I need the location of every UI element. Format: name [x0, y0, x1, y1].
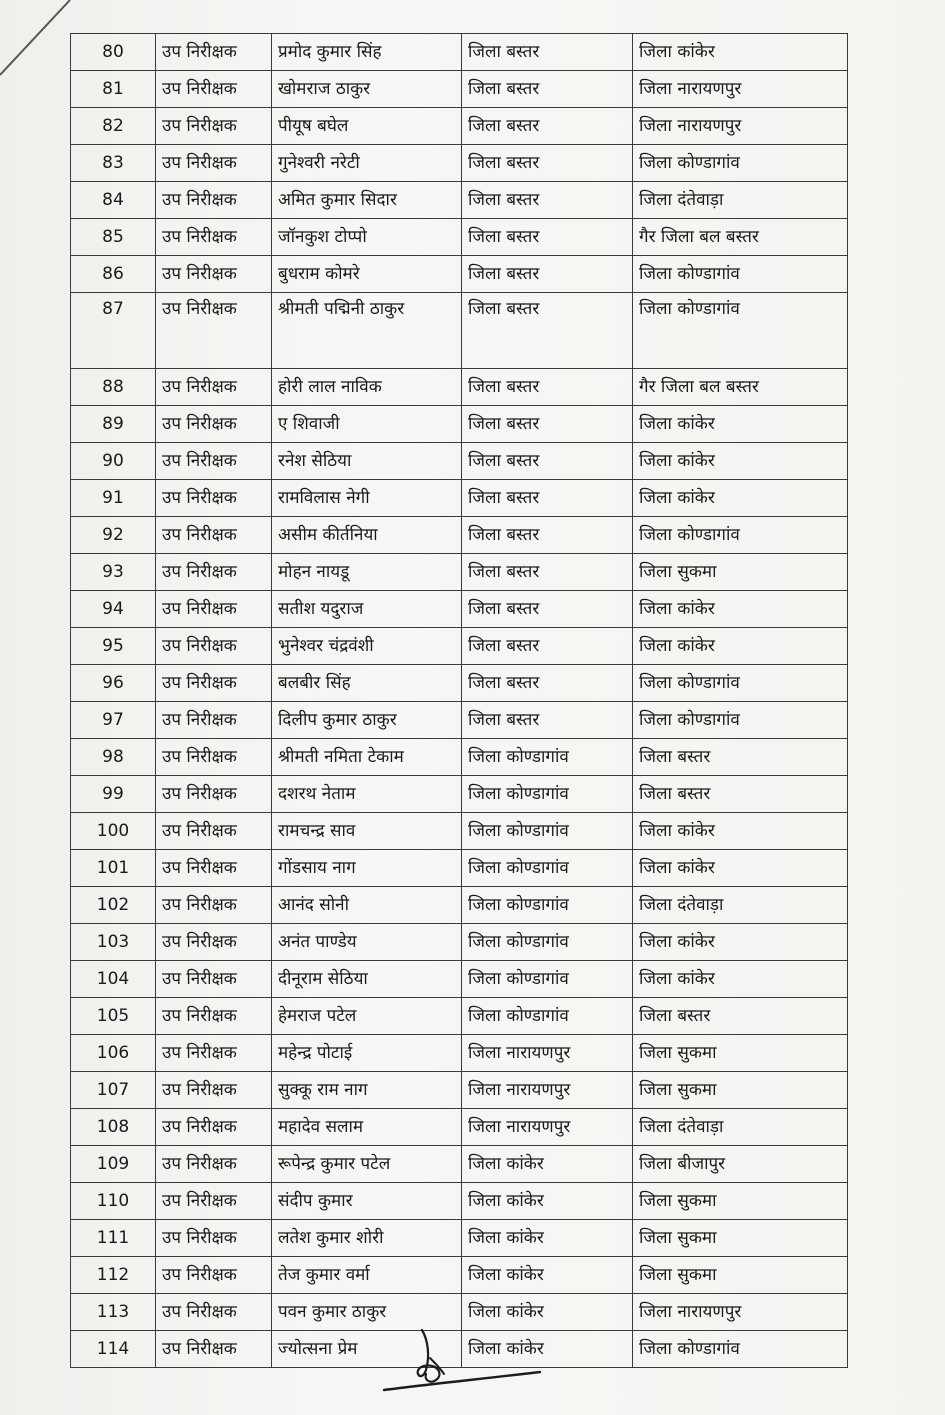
- name-cell: होरी लाल नाविक: [272, 369, 462, 406]
- serial-number-cell: 93: [71, 554, 156, 591]
- new-posting-cell: जिला कोण्डागांव: [633, 293, 848, 369]
- serial-number-cell: 94: [71, 591, 156, 628]
- new-posting-cell: जिला कांकेर: [633, 443, 848, 480]
- rank-cell: उप निरीक्षक: [156, 665, 272, 702]
- table-row: [71, 665, 848, 702]
- new-posting-cell: जिला कांकेर: [633, 480, 848, 517]
- current-posting-cell: जिला बस्तर: [462, 554, 633, 591]
- rank-cell: उप निरीक्षक: [156, 628, 272, 665]
- table-row: [71, 628, 848, 665]
- table-row: [71, 924, 848, 961]
- serial-number-cell: 91: [71, 480, 156, 517]
- table-row: [71, 108, 848, 145]
- current-posting-cell: जिला कोण्डागांव: [462, 776, 633, 813]
- new-posting-cell: जिला कोण्डागांव: [633, 665, 848, 702]
- rank-cell: उप निरीक्षक: [156, 1109, 272, 1146]
- table-row: [71, 517, 848, 554]
- new-posting-cell: जिला नारायणपुर: [633, 71, 848, 108]
- serial-number-cell: 88: [71, 369, 156, 406]
- table-row: [71, 776, 848, 813]
- current-posting-cell: जिला बस्तर: [462, 443, 633, 480]
- new-posting-cell: जिला सुकमा: [633, 1072, 848, 1109]
- new-posting-cell: जिला कांकेर: [633, 628, 848, 665]
- signature: [380, 1318, 550, 1398]
- current-posting-cell: जिला बस्तर: [462, 108, 633, 145]
- new-posting-cell: जिला दंतेवाड़ा: [633, 1109, 848, 1146]
- new-posting-cell: जिला बस्तर: [633, 776, 848, 813]
- name-cell: दशरथ नेताम: [272, 776, 462, 813]
- serial-number-cell: 113: [71, 1294, 156, 1331]
- current-posting-cell: जिला नारायणपुर: [462, 1035, 633, 1072]
- serial-number-cell: 110: [71, 1183, 156, 1220]
- rank-cell: उप निरीक्षक: [156, 1146, 272, 1183]
- table-row: [71, 369, 848, 406]
- table-row: [71, 591, 848, 628]
- table-row: [71, 813, 848, 850]
- rank-cell: उप निरीक्षक: [156, 1072, 272, 1109]
- rank-cell: उप निरीक्षक: [156, 1331, 272, 1368]
- serial-number-cell: 109: [71, 1146, 156, 1183]
- table-row: [71, 443, 848, 480]
- rank-cell: उप निरीक्षक: [156, 219, 272, 256]
- serial-number-cell: 105: [71, 998, 156, 1035]
- current-posting-cell: जिला बस्तर: [462, 256, 633, 293]
- serial-number-cell: 86: [71, 256, 156, 293]
- current-posting-cell: जिला बस्तर: [462, 702, 633, 739]
- name-cell: गोंडसाय नाग: [272, 850, 462, 887]
- current-posting-cell: जिला कांकेर: [462, 1294, 633, 1331]
- new-posting-cell: जिला सुकमा: [633, 1183, 848, 1220]
- serial-number-cell: 99: [71, 776, 156, 813]
- current-posting-cell: जिला बस्तर: [462, 591, 633, 628]
- current-posting-cell: जिला बस्तर: [462, 480, 633, 517]
- name-cell: लतेश कुमार शोरी: [272, 1220, 462, 1257]
- name-cell: तेज कुमार वर्मा: [272, 1257, 462, 1294]
- rank-cell: उप निरीक्षक: [156, 369, 272, 406]
- current-posting-cell: जिला कोण्डागांव: [462, 961, 633, 998]
- table-row: [71, 480, 848, 517]
- serial-number-cell: 100: [71, 813, 156, 850]
- table-row: [71, 998, 848, 1035]
- current-posting-cell: जिला कांकेर: [462, 1183, 633, 1220]
- table-row: [71, 739, 848, 776]
- serial-number-cell: 84: [71, 182, 156, 219]
- name-cell: महेन्द्र पोटाई: [272, 1035, 462, 1072]
- new-posting-cell: जिला सुकमा: [633, 1220, 848, 1257]
- new-posting-cell: जिला कोण्डागांव: [633, 256, 848, 293]
- current-posting-cell: जिला कोण्डागांव: [462, 850, 633, 887]
- table-row: [71, 702, 848, 739]
- table-row: [71, 293, 848, 369]
- table-row: [71, 256, 848, 293]
- name-cell: जॉनकुश टोप्पो: [272, 219, 462, 256]
- serial-number-cell: 112: [71, 1257, 156, 1294]
- rank-cell: उप निरीक्षक: [156, 1035, 272, 1072]
- table-row: [71, 1109, 848, 1146]
- table-row: [71, 1220, 848, 1257]
- new-posting-cell: जिला कांकेर: [633, 34, 848, 71]
- table-row: [71, 145, 848, 182]
- table-row: [71, 961, 848, 998]
- rank-cell: उप निरीक्षक: [156, 145, 272, 182]
- serial-number-cell: 96: [71, 665, 156, 702]
- new-posting-cell: जिला कांकेर: [633, 924, 848, 961]
- current-posting-cell: जिला कोण्डागांव: [462, 887, 633, 924]
- name-cell: ज्योत्सना प्रेम: [272, 1331, 462, 1368]
- serial-number-cell: 89: [71, 406, 156, 443]
- current-posting-cell: जिला कांकेर: [462, 1257, 633, 1294]
- serial-number-cell: 80: [71, 34, 156, 71]
- name-cell: असीम कीर्तनिया: [272, 517, 462, 554]
- current-posting-cell: जिला कोण्डागांव: [462, 924, 633, 961]
- new-posting-cell: जिला दंतेवाड़ा: [633, 182, 848, 219]
- serial-number-cell: 98: [71, 739, 156, 776]
- rank-cell: उप निरीक्षक: [156, 1294, 272, 1331]
- new-posting-cell: जिला कोण्डागांव: [633, 517, 848, 554]
- table-row: [71, 219, 848, 256]
- rank-cell: उप निरीक्षक: [156, 924, 272, 961]
- name-cell: आनंद सोनी: [272, 887, 462, 924]
- name-cell: खोमराज ठाकुर: [272, 71, 462, 108]
- new-posting-cell: जिला नारायणपुर: [633, 1294, 848, 1331]
- serial-number-cell: 97: [71, 702, 156, 739]
- current-posting-cell: जिला बस्तर: [462, 219, 633, 256]
- name-cell: अनंत पाण्डेय: [272, 924, 462, 961]
- name-cell: पवन कुमार ठाकुर: [272, 1294, 462, 1331]
- rank-cell: उप निरीक्षक: [156, 1257, 272, 1294]
- name-cell: पीयूष बघेल: [272, 108, 462, 145]
- table-row: [71, 34, 848, 71]
- current-posting-cell: जिला कांकेर: [462, 1331, 633, 1368]
- table-row: [71, 1146, 848, 1183]
- serial-number-cell: 101: [71, 850, 156, 887]
- current-posting-cell: जिला बस्तर: [462, 145, 633, 182]
- serial-number-cell: 92: [71, 517, 156, 554]
- new-posting-cell: जिला कांकेर: [633, 591, 848, 628]
- name-cell: प्रमोद कुमार सिंह: [272, 34, 462, 71]
- serial-number-cell: 83: [71, 145, 156, 182]
- rank-cell: उप निरीक्षक: [156, 182, 272, 219]
- name-cell: श्रीमती नमिता टेकाम: [272, 739, 462, 776]
- rank-cell: उप निरीक्षक: [156, 776, 272, 813]
- rank-cell: उप निरीक्षक: [156, 480, 272, 517]
- new-posting-cell: जिला दंतेवाड़ा: [633, 887, 848, 924]
- serial-number-cell: 95: [71, 628, 156, 665]
- rank-cell: उप निरीक्षक: [156, 517, 272, 554]
- table-row: [71, 554, 848, 591]
- new-posting-cell: जिला कोण्डागांव: [633, 1331, 848, 1368]
- serial-number-cell: 104: [71, 961, 156, 998]
- new-posting-cell: गैर जिला बल बस्तर: [633, 369, 848, 406]
- serial-number-cell: 81: [71, 71, 156, 108]
- rank-cell: उप निरीक्षक: [156, 813, 272, 850]
- name-cell: हेमराज पटेल: [272, 998, 462, 1035]
- current-posting-cell: जिला कांकेर: [462, 1220, 633, 1257]
- table-row: [71, 850, 848, 887]
- new-posting-cell: जिला सुकमा: [633, 1035, 848, 1072]
- current-posting-cell: जिला कोण्डागांव: [462, 813, 633, 850]
- name-cell: मोहन नायडू: [272, 554, 462, 591]
- rank-cell: उप निरीक्षक: [156, 850, 272, 887]
- table-row: [71, 1257, 848, 1294]
- table-row: [71, 1183, 848, 1220]
- new-posting-cell: जिला कांकेर: [633, 813, 848, 850]
- table-row: [71, 1035, 848, 1072]
- name-cell: दिलीप कुमार ठाकुर: [272, 702, 462, 739]
- new-posting-cell: जिला सुकमा: [633, 1257, 848, 1294]
- name-cell: दीनूराम सेठिया: [272, 961, 462, 998]
- new-posting-cell: जिला बस्तर: [633, 739, 848, 776]
- rank-cell: उप निरीक्षक: [156, 554, 272, 591]
- new-posting-cell: गैर जिला बल बस्तर: [633, 219, 848, 256]
- serial-number-cell: 85: [71, 219, 156, 256]
- current-posting-cell: जिला बस्तर: [462, 628, 633, 665]
- table-row: [71, 406, 848, 443]
- current-posting-cell: जिला बस्तर: [462, 293, 633, 369]
- current-posting-cell: जिला बस्तर: [462, 517, 633, 554]
- name-cell: श्रीमती पद्मिनी ठाकुर: [272, 293, 462, 369]
- name-cell: अमित कुमार सिदार: [272, 182, 462, 219]
- rank-cell: उप निरीक्षक: [156, 591, 272, 628]
- table-row: [71, 1072, 848, 1109]
- rank-cell: उप निरीक्षक: [156, 1183, 272, 1220]
- name-cell: सतीश यदुराज: [272, 591, 462, 628]
- table-row: [71, 71, 848, 108]
- current-posting-cell: जिला बस्तर: [462, 71, 633, 108]
- name-cell: ए शिवाजी: [272, 406, 462, 443]
- table-body: [71, 34, 848, 1368]
- current-posting-cell: जिला कांकेर: [462, 1146, 633, 1183]
- rank-cell: उप निरीक्षक: [156, 293, 272, 369]
- serial-number-cell: 106: [71, 1035, 156, 1072]
- table-row: [71, 182, 848, 219]
- serial-number-cell: 111: [71, 1220, 156, 1257]
- rank-cell: उप निरीक्षक: [156, 961, 272, 998]
- serial-number-cell: 82: [71, 108, 156, 145]
- new-posting-cell: जिला कांकेर: [633, 406, 848, 443]
- rank-cell: उप निरीक्षक: [156, 406, 272, 443]
- rank-cell: उप निरीक्षक: [156, 108, 272, 145]
- rank-cell: उप निरीक्षक: [156, 998, 272, 1035]
- transfer-list-table: [70, 33, 848, 1368]
- rank-cell: उप निरीक्षक: [156, 1220, 272, 1257]
- new-posting-cell: जिला कोण्डागांव: [633, 702, 848, 739]
- serial-number-cell: 102: [71, 887, 156, 924]
- new-posting-cell: जिला सुकमा: [633, 554, 848, 591]
- name-cell: रनेश सेठिया: [272, 443, 462, 480]
- rank-cell: उप निरीक्षक: [156, 702, 272, 739]
- current-posting-cell: जिला कोण्डागांव: [462, 739, 633, 776]
- current-posting-cell: जिला कोण्डागांव: [462, 998, 633, 1035]
- rank-cell: उप निरीक्षक: [156, 256, 272, 293]
- serial-number-cell: 87: [71, 293, 156, 369]
- current-posting-cell: जिला बस्तर: [462, 406, 633, 443]
- new-posting-cell: जिला कांकेर: [633, 850, 848, 887]
- current-posting-cell: जिला बस्तर: [462, 369, 633, 406]
- current-posting-cell: जिला नारायणपुर: [462, 1109, 633, 1146]
- serial-number-cell: 114: [71, 1331, 156, 1368]
- current-posting-cell: जिला नारायणपुर: [462, 1072, 633, 1109]
- current-posting-cell: जिला बस्तर: [462, 182, 633, 219]
- new-posting-cell: जिला बस्तर: [633, 998, 848, 1035]
- new-posting-cell: जिला कांकेर: [633, 961, 848, 998]
- new-posting-cell: जिला नारायणपुर: [633, 108, 848, 145]
- name-cell: रामचन्द्र साव: [272, 813, 462, 850]
- name-cell: महादेव सलाम: [272, 1109, 462, 1146]
- rank-cell: उप निरीक्षक: [156, 887, 272, 924]
- name-cell: रूपेन्द्र कुमार पटेल: [272, 1146, 462, 1183]
- rank-cell: उप निरीक्षक: [156, 443, 272, 480]
- current-posting-cell: जिला बस्तर: [462, 665, 633, 702]
- name-cell: बुधराम कोमरे: [272, 256, 462, 293]
- name-cell: भुनेश्वर चंद्रवंशी: [272, 628, 462, 665]
- serial-number-cell: 90: [71, 443, 156, 480]
- new-posting-cell: जिला बीजापुर: [633, 1146, 848, 1183]
- serial-number-cell: 108: [71, 1109, 156, 1146]
- table-row: [71, 887, 848, 924]
- serial-number-cell: 103: [71, 924, 156, 961]
- name-cell: रामविलास नेगी: [272, 480, 462, 517]
- serial-number-cell: 107: [71, 1072, 156, 1109]
- name-cell: गुनेश्वरी नरेटी: [272, 145, 462, 182]
- rank-cell: उप निरीक्षक: [156, 71, 272, 108]
- name-cell: संदीप कुमार: [272, 1183, 462, 1220]
- name-cell: सुक्कू राम नाग: [272, 1072, 462, 1109]
- rank-cell: उप निरीक्षक: [156, 34, 272, 71]
- new-posting-cell: जिला कोण्डागांव: [633, 145, 848, 182]
- name-cell: बलबीर सिंह: [272, 665, 462, 702]
- current-posting-cell: जिला बस्तर: [462, 34, 633, 71]
- rank-cell: उप निरीक्षक: [156, 739, 272, 776]
